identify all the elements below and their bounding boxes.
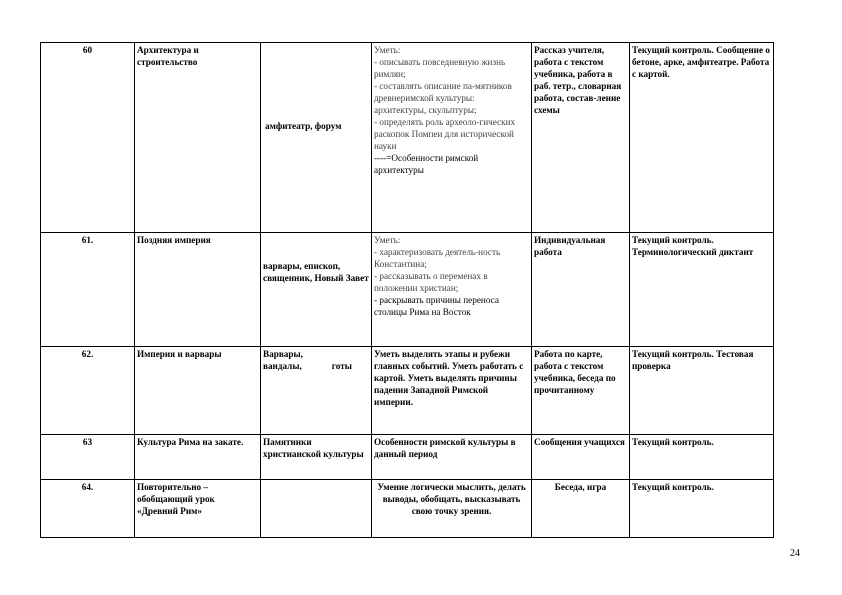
lesson-number: 60: [41, 43, 135, 233]
lesson-skills: [372, 43, 532, 233]
terms-text: варвары, епископ, священник, Новый Завет: [263, 261, 369, 283]
page-number: 24: [790, 548, 800, 559]
lesson-terms: [261, 43, 372, 233]
table-row: [41, 480, 774, 538]
lesson-topic: Повторительно – обобщающий урок «Древний Рим»: [135, 480, 261, 538]
lesson-terms: [261, 480, 372, 538]
skills-line: Уметь:: [374, 45, 401, 55]
lesson-activity: Сообщения учащихся: [532, 435, 630, 480]
lesson-skills: [372, 233, 532, 347]
lesson-activity: Рассказ учителя, работа с текстом учебника, работа в раб. тетр., словарная работа, состав-ление схемы: [532, 43, 630, 233]
skills-line: - определять роль археоло-гических раскопок Помпеи для исторической науки: [374, 117, 516, 151]
lesson-topic: Архитектура и строительство: [135, 43, 261, 233]
lesson-activity: Работа по карте, работа с текстом учебника, беседа по прочитанному: [532, 347, 630, 435]
lesson-number: 63: [41, 435, 135, 480]
lesson-control: Текущий контроль. Сообщение о бетоне, арке, амфитеатре. Работа с картой.: [630, 43, 774, 233]
table-row: [41, 43, 774, 233]
terms-text: амфитеатр, форум: [265, 121, 342, 131]
lesson-topic: Культура Рима на закате.: [135, 435, 261, 480]
lesson-topic: Империя и варвары: [135, 347, 261, 435]
terms-word: вандалы,: [263, 361, 302, 371]
table-row: [41, 347, 774, 435]
lesson-terms: [261, 233, 372, 347]
terms-text: [263, 360, 369, 372]
skills-line: - рассказывать о переменах в положении христиан;: [374, 271, 488, 293]
lesson-control: Текущий контроль. Терминологический диктант: [630, 233, 774, 347]
lesson-skills: Уметь выделять этапы и рубежи главных событий. Уметь работать с картой. Уметь выделять причины падения Западной Римской империи.: [372, 347, 532, 435]
lesson-plan-table: [40, 42, 774, 538]
terms-word: готы: [331, 361, 352, 371]
lesson-control: Текущий контроль.: [630, 480, 774, 538]
lesson-activity: Индивидуальная работа: [532, 233, 630, 347]
skills-line: Уметь:: [374, 235, 401, 245]
lesson-skills: Умение логически мыслить, делать выводы, обобщать, высказывать свою точку зрения.: [372, 480, 532, 538]
skills-line: - характеризовать деятель-ность Константина;: [374, 247, 501, 269]
skills-line: - раскрывать причины переноса столицы Рима на Восток: [374, 295, 499, 317]
lesson-topic: Поздняя империя: [135, 233, 261, 347]
lesson-terms: [261, 347, 372, 435]
lesson-terms: Памятники христианской культуры: [261, 435, 372, 480]
table-row: [41, 233, 774, 347]
skills-line: ----=Особенности римской архитектуры: [374, 153, 479, 175]
lesson-number: 61.: [41, 233, 135, 347]
lesson-control: Текущий контроль. Тестовая проверка: [630, 347, 774, 435]
skills-line: - описывать повседневную жизнь римлян;: [374, 57, 506, 79]
terms-text: Варвары,: [263, 349, 303, 359]
lesson-activity: Беседа, игра: [532, 480, 630, 538]
lesson-skills: Особенности римской культуры в данный период: [372, 435, 532, 480]
lesson-control: Текущий контроль.: [630, 435, 774, 480]
lesson-number: 62.: [41, 347, 135, 435]
lesson-number: 64.: [41, 480, 135, 538]
table-row: [41, 435, 774, 480]
skills-line: - составлять описание па-мятников древнеримской культуры: архитектуры, скульптуры;: [374, 81, 512, 115]
